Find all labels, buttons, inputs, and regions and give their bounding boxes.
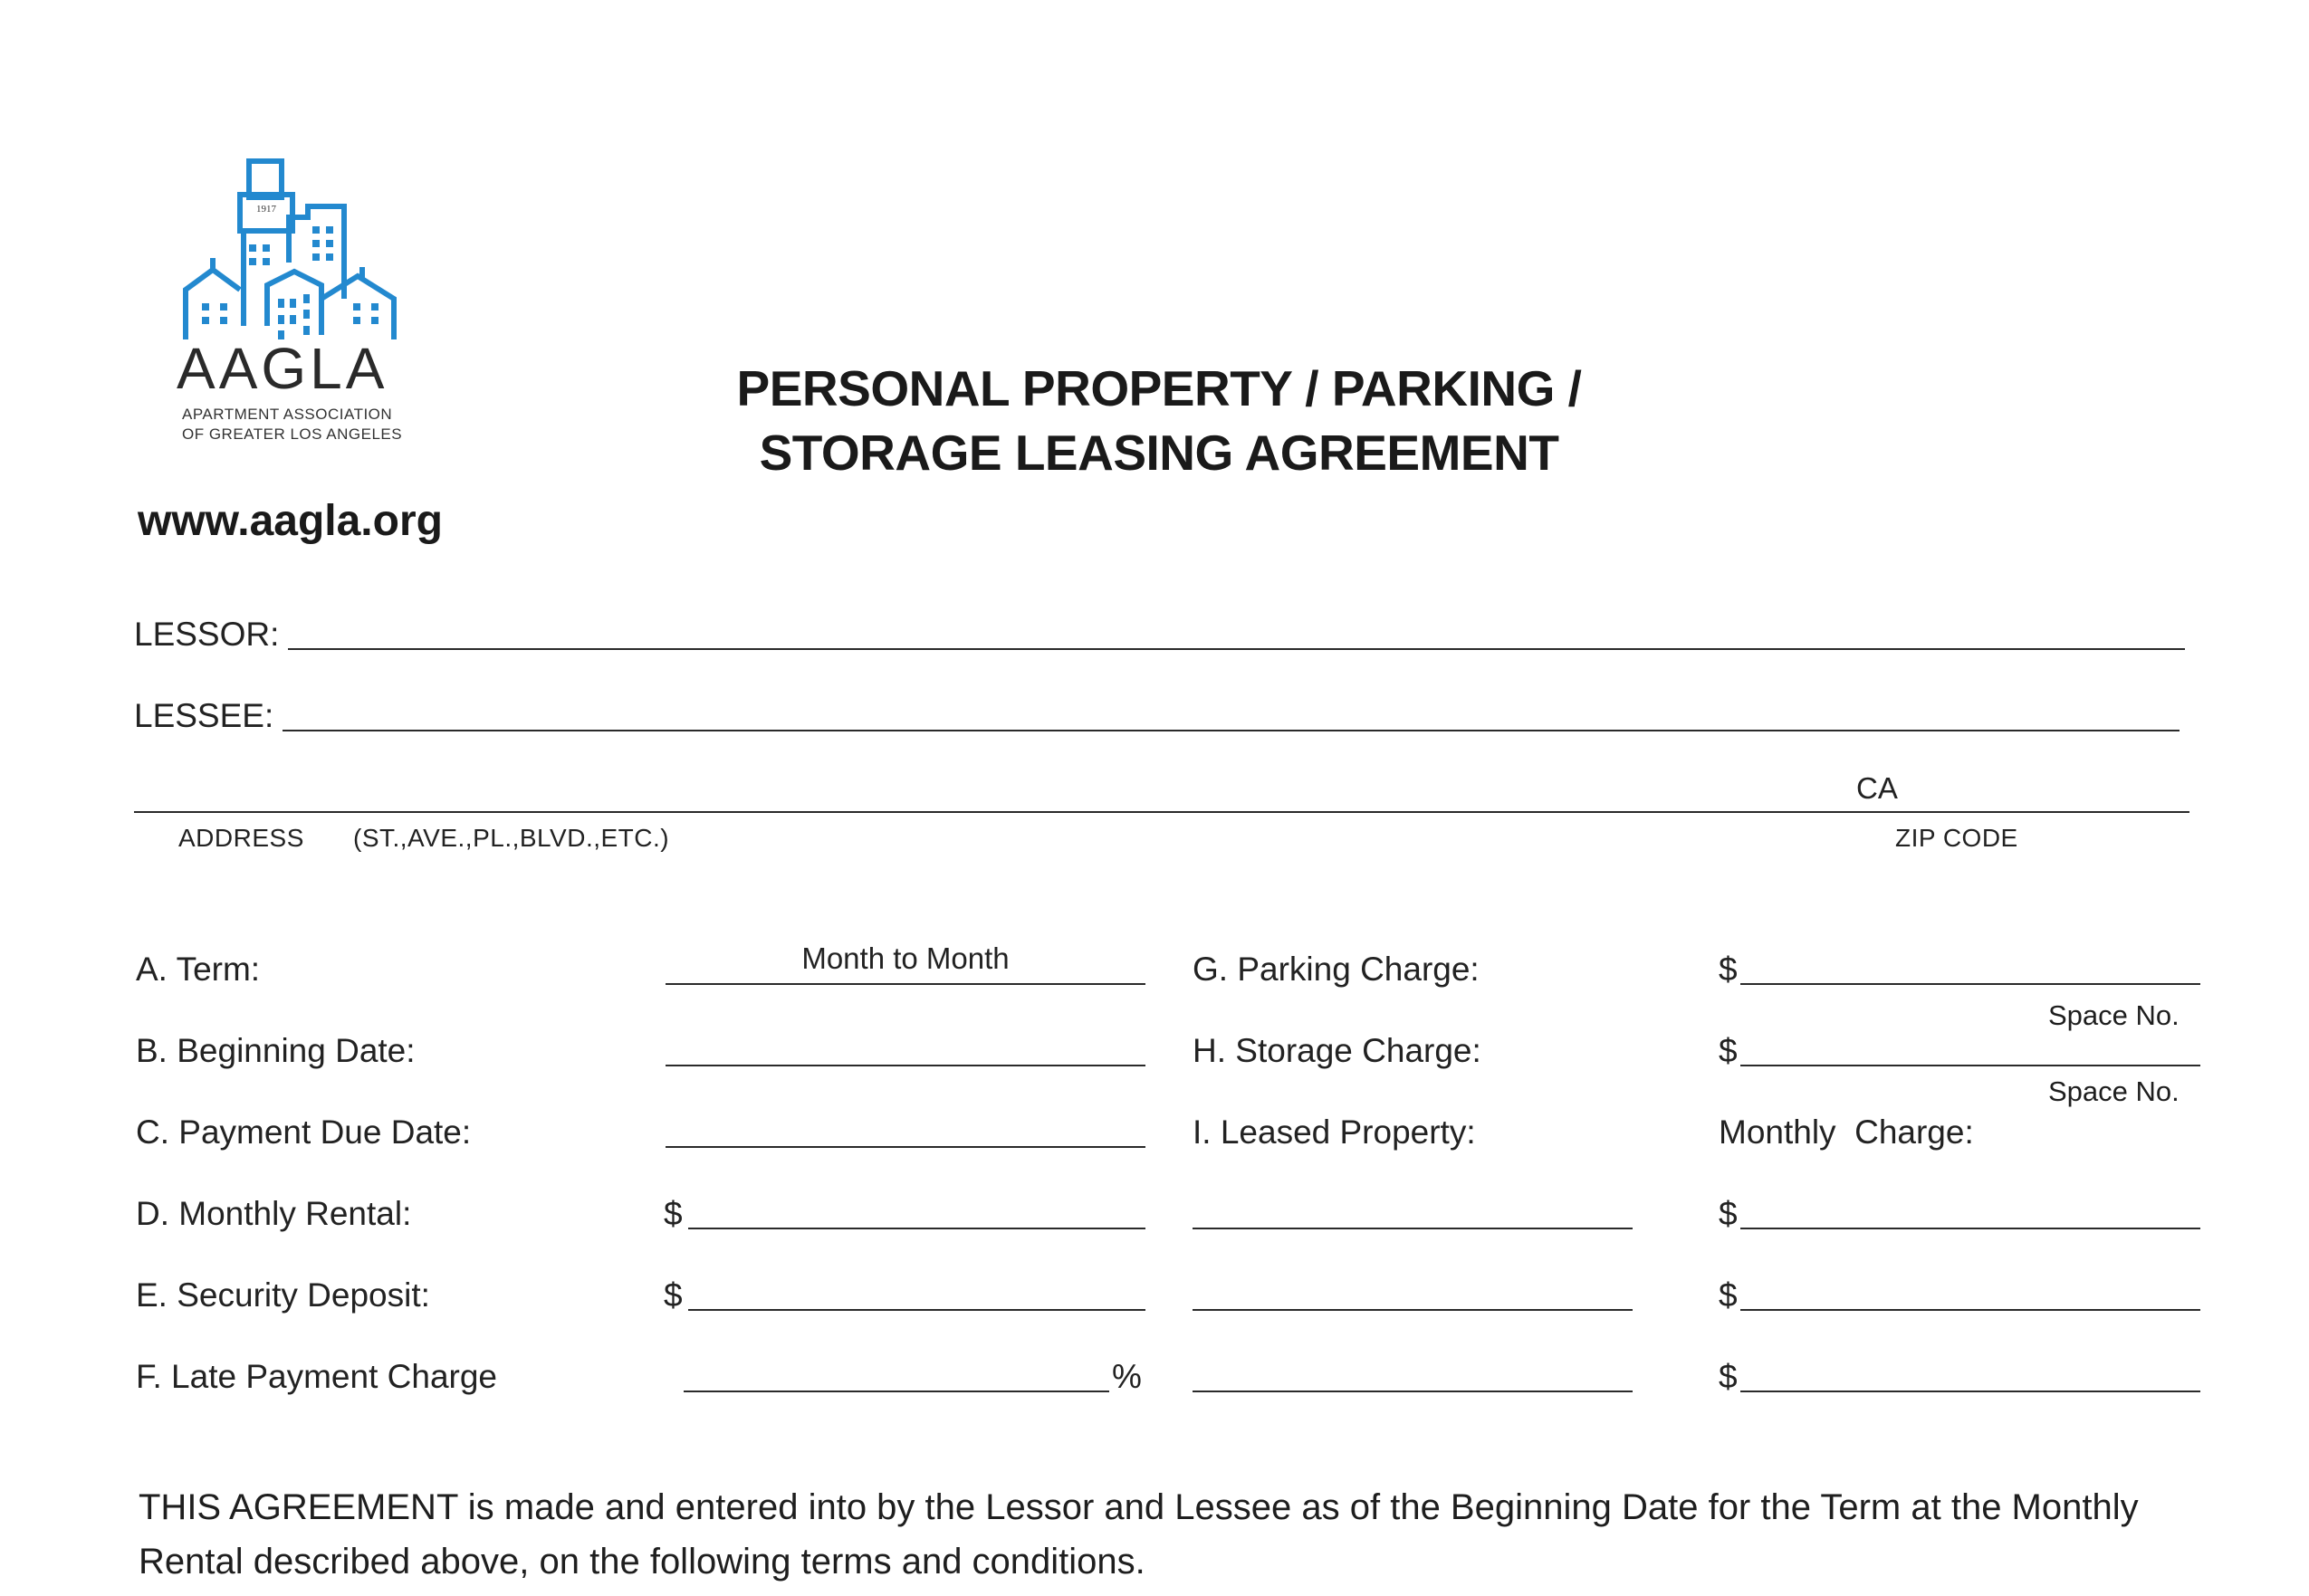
logo-subtitle-line1: APARTMENT ASSOCIATION bbox=[182, 406, 393, 423]
monthly-rental-label: D. Monthly Rental: bbox=[136, 1195, 412, 1232]
storage-charge-field[interactable] bbox=[1740, 1065, 2200, 1066]
term-field[interactable] bbox=[666, 983, 1145, 985]
storage-dollar: $ bbox=[1719, 1032, 1738, 1069]
lessee-field[interactable] bbox=[283, 730, 2180, 731]
leased-dollar-1: $ bbox=[1719, 1195, 1738, 1232]
security-deposit-field[interactable] bbox=[688, 1309, 1145, 1311]
agreement-paragraph: THIS AGREEMENT is made and entered into by the Lessor and Lessee as of the Beginning Date for the Term at the Monthly Rental described above, on the following terms and conditions. bbox=[139, 1487, 2139, 1582]
leased-property-field-2[interactable] bbox=[1193, 1309, 1633, 1311]
late-payment-percent: % bbox=[1112, 1358, 1142, 1395]
beginning-date-label: B. Beginning Date: bbox=[136, 1032, 416, 1069]
logo-name: AAGLA bbox=[177, 336, 388, 401]
document-title-line1: PERSONAL PROPERTY / PARKING / bbox=[736, 360, 1582, 416]
leased-property-label: I. Leased Property: bbox=[1193, 1113, 1476, 1151]
leased-property-field-1[interactable] bbox=[1193, 1228, 1633, 1229]
lessor-label: LESSOR: bbox=[134, 616, 280, 653]
lessee-label: LESSEE: bbox=[134, 697, 274, 734]
state-value: CA bbox=[1856, 771, 1898, 805]
logo-year: 1917 bbox=[256, 204, 276, 215]
late-payment-label: F. Late Payment Charge bbox=[136, 1358, 497, 1395]
parking-charge-field[interactable] bbox=[1740, 983, 2200, 985]
leased-charge-field-1[interactable] bbox=[1740, 1228, 2200, 1229]
security-deposit-dollar: $ bbox=[664, 1276, 683, 1314]
address-hint: (ST.,AVE.,PL.,BLVD.,ETC.) bbox=[353, 824, 670, 852]
address-field[interactable] bbox=[134, 811, 2189, 813]
leased-dollar-3: $ bbox=[1719, 1358, 1738, 1395]
document-title-line2: STORAGE LEASING AGREEMENT bbox=[759, 425, 1559, 481]
monthly-charge-label: Monthly Charge: bbox=[1719, 1113, 1974, 1151]
monthly-rental-field[interactable] bbox=[688, 1228, 1145, 1229]
lessor-field[interactable] bbox=[288, 648, 2185, 650]
zip-code-label: ZIP CODE bbox=[1895, 824, 2018, 852]
storage-space-no-label: Space No. bbox=[2048, 1075, 2180, 1107]
leased-charge-field-3[interactable] bbox=[1740, 1391, 2200, 1392]
address-label: ADDRESS bbox=[178, 824, 304, 852]
parking-space-no-label: Space No. bbox=[2048, 999, 2180, 1031]
monthly-rental-dollar: $ bbox=[664, 1195, 683, 1232]
payment-due-date-label: C. Payment Due Date: bbox=[136, 1113, 472, 1151]
parking-charge-label: G. Parking Charge: bbox=[1193, 951, 1480, 988]
security-deposit-label: E. Security Deposit: bbox=[136, 1276, 430, 1314]
parking-dollar: $ bbox=[1719, 951, 1738, 988]
term-value: Month to Month bbox=[801, 941, 1010, 975]
payment-due-date-field[interactable] bbox=[666, 1146, 1145, 1148]
logo-subtitle-line2: OF GREATER LOS ANGELES bbox=[182, 425, 403, 443]
website-link[interactable]: www.aagla.org bbox=[138, 497, 443, 545]
buildings-logo-icon bbox=[177, 154, 412, 362]
storage-charge-label: H. Storage Charge: bbox=[1193, 1032, 1481, 1069]
term-label: A. Term: bbox=[136, 951, 261, 988]
beginning-date-field[interactable] bbox=[666, 1065, 1145, 1066]
leased-property-field-3[interactable] bbox=[1193, 1391, 1633, 1392]
leased-charge-field-2[interactable] bbox=[1740, 1309, 2200, 1311]
aagla-logo bbox=[177, 154, 412, 453]
leased-dollar-2: $ bbox=[1719, 1276, 1738, 1314]
late-payment-field[interactable] bbox=[684, 1391, 1109, 1392]
